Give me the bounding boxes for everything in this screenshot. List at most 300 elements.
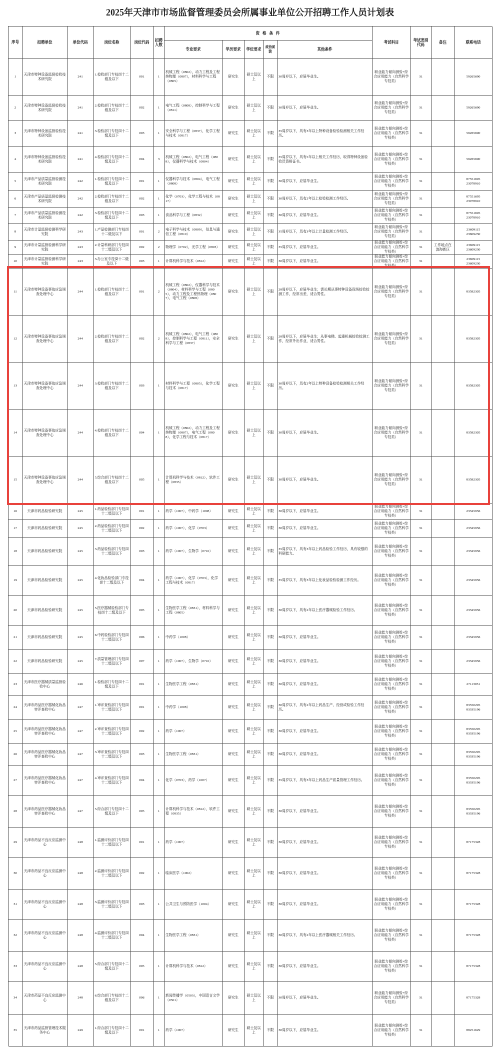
cell-other: 28周岁以下，应届毕业生；从事电梯、起重机械检验检测工作，经常外出作业，适合男性。	[278, 316, 373, 363]
cell-edu: 研究生	[223, 363, 245, 410]
cell-other: 30周岁以下，应届毕业生。	[278, 796, 373, 828]
cell-post: 3.检验部门专技岗十二级及以下	[94, 363, 131, 410]
cell-edu: 研究生	[223, 191, 245, 208]
cell-post-code: 001	[131, 269, 154, 316]
cell-major: 药学（1007），生物学（0710）	[165, 650, 223, 674]
cell-degree: 硕士及以上	[245, 596, 264, 626]
table-row	[9, 59, 493, 96]
cell-seq: 14	[9, 410, 23, 457]
cell-post-code: 004	[131, 920, 154, 952]
cell-edu: 研究生	[223, 121, 245, 147]
header-unit-code: 单位代码	[68, 27, 94, 59]
cell-edu: 研究生	[223, 920, 245, 952]
cell-phone: 83582305	[455, 363, 493, 410]
cell-unit: 天津市特种设备事故应急调查处理中心	[23, 457, 68, 504]
cell-major: 机械工程（0802），动力工程及工程热物理（0807），电气工程（0808），化学工程与技术（0817）	[165, 410, 223, 457]
cell-major: 电子科学与技术（0809），信息与通信工程（0810）	[165, 224, 223, 241]
cell-unit: 天津市药品检验研究院	[23, 538, 68, 566]
cell-post: 1.审评查验部门专技岗十二级及以下	[94, 696, 131, 720]
cell-major: 化学（0703），化学工程与技术（0817）	[165, 191, 223, 208]
cell-unit: 天津市药品监督管理技术服务中心	[23, 1015, 68, 1047]
cell-major: 机械工程（0802），电气工程（0808），仪器科学与技术（0804）	[165, 147, 223, 173]
cell-unit: 天津市药品检验研究院	[23, 566, 68, 596]
cell-post: 3.审评查验部门专技岗十二级及以下	[94, 744, 131, 766]
cell-degree: 硕士及以上	[245, 674, 264, 696]
cell-count: 2	[154, 241, 165, 255]
cell-post-code: 001	[131, 504, 154, 520]
cell-unit-code: 249	[68, 1015, 94, 1047]
cell-remark	[432, 316, 455, 363]
table-row	[9, 410, 493, 457]
cell-unit-code: 245	[68, 650, 94, 674]
cell-exam-code: 31	[411, 596, 432, 626]
cell-phone: 23345956	[455, 520, 493, 538]
cell-political: 不限	[264, 457, 278, 504]
cell-exam-code: 31	[411, 241, 432, 255]
header-post-code: 岗位代码	[131, 27, 154, 59]
cell-seq: 21	[9, 626, 23, 650]
cell-unit: 天津市药品医疗器械化妆品审评查验中心	[23, 696, 68, 720]
cell-seq: 28	[9, 796, 23, 828]
cell-post-code: 002	[131, 520, 154, 538]
cell-unit: 天津市产品质量监督检测技术研究院	[23, 173, 68, 191]
cell-post: 1.产品检测部门专技岗十二级及以下	[94, 224, 131, 241]
header-phone: 联系电话	[455, 27, 493, 59]
cell-exam-code: 31	[411, 208, 432, 224]
cell-unit-code: 244	[68, 410, 94, 457]
cell-edu: 研究生	[223, 796, 245, 828]
cell-count: 1	[154, 982, 165, 1015]
cell-count: 1	[154, 596, 165, 626]
cell-other: 30周岁以下，应届毕业生。	[278, 674, 373, 696]
cell-phone: 23345956	[455, 504, 493, 520]
cell-count: 1	[154, 828, 165, 858]
cell-exam: 职业能力倾向测验+综合应用能力（自然科学专技类）	[373, 766, 411, 796]
cell-unit-code: 246	[68, 674, 94, 696]
cell-post: 3.监测评价部门专技岗十二级及以下	[94, 890, 131, 920]
cell-edu: 研究生	[223, 952, 245, 982]
cell-remark	[432, 224, 455, 241]
cell-political: 不限	[264, 59, 278, 96]
cell-political: 不限	[264, 596, 278, 626]
cell-count: 1	[154, 520, 165, 538]
table-row	[9, 828, 493, 858]
cell-exam: 职业能力倾向测验+综合应用能力（自然科学专技类）	[373, 121, 411, 147]
cell-exam-code: 31	[411, 566, 432, 596]
cell-exam-code: 31	[411, 457, 432, 504]
cell-phone: 87551695 23078910	[455, 173, 493, 191]
cell-post: 5.综合部门专技岗十二级及以下	[94, 796, 131, 828]
cell-political: 不限	[264, 224, 278, 241]
cell-edu: 研究生	[223, 766, 245, 796]
table-row	[9, 241, 493, 255]
cell-degree: 硕士及以上	[245, 982, 264, 1015]
cell-seq: 34	[9, 982, 23, 1015]
cell-remark	[432, 982, 455, 1015]
cell-degree: 硕士及以上	[245, 255, 264, 269]
cell-major: 计算机科学与技术（0812）	[165, 255, 223, 269]
cell-political: 不限	[264, 920, 278, 952]
cell-seq: 32	[9, 920, 23, 952]
cell-exam-code: 31	[411, 696, 432, 720]
cell-unit: 天津市特种设备监督检验技术研究院	[23, 147, 68, 173]
cell-post-code: 003	[131, 208, 154, 224]
cell-post: 2.药品检验部门专技岗十二级及以下	[94, 520, 131, 538]
cell-exam-code: 31	[411, 650, 432, 674]
cell-degree: 硕士及以上	[245, 59, 264, 96]
cell-major: 安全科学与工程（0837），化学工程与技术（0817）	[165, 121, 223, 147]
cell-seq: 35	[9, 1015, 23, 1047]
cell-major: 机械工程（0802），电气工程（0808），控制科学与工程（0811），安全科学与工程（0837）	[165, 316, 223, 363]
cell-unit-code: 244	[68, 363, 94, 410]
cell-major: 机械工程（0802），动力工程及工程热物理（0807），材料科学与工程（0805）	[165, 59, 223, 96]
cell-remark	[432, 566, 455, 596]
cell-remark	[432, 191, 455, 208]
cell-other: 30周岁以下，应届毕业生。	[278, 504, 373, 520]
cell-remark	[432, 626, 455, 650]
cell-post: 1.检验部门专技岗十二级及以下	[94, 173, 131, 191]
cell-post-code: 005	[131, 952, 154, 982]
cell-unit: 天津市药品医疗器械化妆品审评查验中心	[23, 796, 68, 828]
cell-political: 不限	[264, 982, 278, 1015]
cell-degree: 硕士及以上	[245, 208, 264, 224]
cell-degree: 硕士及以上	[245, 696, 264, 720]
cell-unit: 天津市药品检验研究院	[23, 520, 68, 538]
cell-unit: 天津市药品不良反应监测中心	[23, 858, 68, 890]
cell-major: 计算机科学与技术（0812）	[165, 952, 223, 982]
cell-major: 药学（1007），生物学（0710）	[165, 538, 223, 566]
cell-post: 1.检验部门专技岗十二级及以下	[94, 674, 131, 696]
cell-exam: 职业能力倾向测验+综合应用能力（自然科学专技类）	[373, 920, 411, 952]
cell-post: 1.检验部门专技岗十二级及以下	[94, 59, 131, 96]
table-row	[9, 920, 493, 952]
cell-post-code: 001	[131, 674, 154, 696]
cell-exam-code: 31	[411, 363, 432, 410]
cell-political: 不限	[264, 890, 278, 920]
header-exam-code: 考试类别代码	[411, 27, 432, 59]
cell-post: 1.综合部门专技岗十二级及以下	[94, 1015, 131, 1047]
cell-unit-code: 244	[68, 316, 94, 363]
cell-major: 电气工程（0808），控制科学与工程（0811）	[165, 96, 223, 121]
cell-count: 1	[154, 720, 165, 744]
cell-other: 30周岁以下，应届毕业生。	[278, 744, 373, 766]
cell-unit-code: 247	[68, 720, 94, 744]
cell-post-code: 002	[131, 720, 154, 744]
cell-political: 不限	[264, 626, 278, 650]
cell-post: 2.审评查验部门专技岗十二级及以下	[94, 720, 131, 744]
cell-unit-code: 244	[68, 457, 94, 504]
cell-phone: 83582305	[455, 316, 493, 363]
cell-phone: 87175328	[455, 890, 493, 920]
cell-post: 2.检验部门专技岗十二级及以下	[94, 316, 131, 363]
cell-seq: 5	[9, 173, 23, 191]
table-row	[9, 191, 493, 208]
cell-degree: 硕士及以上	[245, 952, 264, 982]
cell-phone: 87175328	[455, 858, 493, 890]
cell-count: 1	[154, 566, 165, 596]
cell-post-code: 003	[131, 363, 154, 410]
cell-political: 不限	[264, 566, 278, 596]
cell-other: 30周岁以下，应届毕业生。	[278, 457, 373, 504]
cell-other: 35周岁以下，具有3年以上药品生产质量管理工作经历。	[278, 766, 373, 796]
cell-post-code: 003	[131, 538, 154, 566]
cell-seq: 23	[9, 674, 23, 696]
cell-post-code: 006	[131, 982, 154, 1015]
cell-phone: 59265690	[455, 59, 493, 96]
cell-phone: 83582305	[455, 269, 493, 316]
cell-unit-code: 242	[68, 191, 94, 208]
cell-seq: 31	[9, 890, 23, 920]
cell-degree: 硕士及以上	[245, 520, 264, 538]
cell-unit-code: 241	[68, 59, 94, 96]
cell-other: 35周岁以下，具有3年以上计量检测工作经历。	[278, 224, 373, 241]
cell-exam-code: 31	[411, 269, 432, 316]
cell-post: 5.医疗器械检验部门专技岗十二级及以下	[94, 596, 131, 626]
cell-unit: 天津市药品医疗器械化妆品审评查验中心	[23, 744, 68, 766]
cell-post-code: 004	[131, 766, 154, 796]
cell-post-code: 002	[131, 191, 154, 208]
cell-edu: 研究生	[223, 269, 245, 316]
cell-count: 1	[154, 744, 165, 766]
cell-edu: 研究生	[223, 316, 245, 363]
table-row	[9, 224, 493, 241]
cell-exam: 职业能力倾向测验+综合应用能力（自然科学专技类）	[373, 952, 411, 982]
cell-edu: 研究生	[223, 255, 245, 269]
cell-phone: 23345956	[455, 626, 493, 650]
cell-remark	[432, 674, 455, 696]
cell-edu: 研究生	[223, 982, 245, 1015]
cell-count: 1	[154, 1015, 165, 1047]
cell-remark	[432, 255, 455, 269]
cell-post-code: 007	[131, 650, 154, 674]
cell-remark	[432, 410, 455, 457]
cell-degree: 硕士及以上	[245, 121, 264, 147]
cell-unit-code: 247	[68, 744, 94, 766]
cell-political: 不限	[264, 828, 278, 858]
cell-political: 不限	[264, 173, 278, 191]
cell-count: 1	[154, 59, 165, 96]
cell-degree: 硕士及以上	[245, 720, 264, 744]
cell-phone: 59265690	[455, 147, 493, 173]
cell-exam: 职业能力倾向测验+综合应用能力（自然科学专技类）	[373, 538, 411, 566]
cell-exam: 职业能力倾向测验+综合应用能力（自然科学专技类）	[373, 191, 411, 208]
cell-other: 30周岁以下，应届毕业生。	[278, 982, 373, 1015]
cell-seq: 15	[9, 457, 23, 504]
cell-seq: 33	[9, 952, 23, 982]
table-row	[9, 696, 493, 720]
cell-count: 1	[154, 890, 165, 920]
cell-exam-code: 31	[411, 828, 432, 858]
cell-seq: 10	[9, 255, 23, 269]
cell-seq: 2	[9, 96, 23, 121]
cell-exam-code: 31	[411, 255, 432, 269]
cell-phone: 83582305	[455, 410, 493, 457]
cell-other: 30周岁以下，具有2年以上检验检测工作经历。	[278, 191, 373, 208]
cell-major: 生物医学工程（0831）	[165, 674, 223, 696]
cell-degree: 硕士及以上	[245, 147, 264, 173]
table-row	[9, 720, 493, 744]
table-row	[9, 566, 493, 596]
cell-remark	[432, 59, 455, 96]
cell-unit-code: 241	[68, 147, 94, 173]
cell-post-code: 001	[131, 696, 154, 720]
cell-post: 4.审评查验部门专技岗十二级及以下	[94, 766, 131, 796]
cell-political: 不限	[264, 255, 278, 269]
table-row	[9, 890, 493, 920]
cell-other: 30周岁以下，具有2年以上医疗器械检验工作经历。	[278, 596, 373, 626]
cell-exam-code: 31	[411, 858, 432, 890]
table-row	[9, 650, 493, 674]
cell-unit: 天津市药品不良反应监测中心	[23, 982, 68, 1015]
cell-political: 不限	[264, 952, 278, 982]
cell-remark	[432, 1015, 455, 1047]
cell-post-code: 004	[131, 566, 154, 596]
cell-other: 30周岁以下，应届毕业生。	[278, 173, 373, 191]
cell-major: 药学（1007），中药学（1008）	[165, 504, 223, 520]
cell-count: 1	[154, 650, 165, 674]
header-political: 政治面貌	[264, 41, 278, 59]
cell-seq: 30	[9, 858, 23, 890]
cell-seq: 25	[9, 720, 23, 744]
cell-phone: 83550295 83335196	[455, 720, 493, 744]
cell-edu: 研究生	[223, 720, 245, 744]
cell-seq: 27	[9, 766, 23, 796]
cell-unit-code: 248	[68, 982, 94, 1015]
cell-seq: 7	[9, 208, 23, 224]
cell-unit: 天津市计量监督检测科学研究院	[23, 241, 68, 255]
cell-edu: 研究生	[223, 828, 245, 858]
cell-seq: 6	[9, 191, 23, 208]
cell-edu: 研究生	[223, 410, 245, 457]
cell-exam-code: 31	[411, 766, 432, 796]
cell-exam: 职业能力倾向测验+综合应用能力（自然科学专技类）	[373, 504, 411, 520]
cell-seq: 13	[9, 363, 23, 410]
cell-post: 3.检验部门专技岗十二级及以下	[94, 208, 131, 224]
cell-edu: 研究生	[223, 566, 245, 596]
cell-degree: 硕士及以上	[245, 1015, 264, 1047]
cell-major: 生物医学工程（0831）	[165, 920, 223, 952]
cell-exam: 职业能力倾向测验+综合应用能力（自然科学专技类）	[373, 626, 411, 650]
cell-unit-code: 241	[68, 96, 94, 121]
table-row	[9, 1015, 493, 1047]
cell-exam-code: 31	[411, 224, 432, 241]
cell-political: 不限	[264, 96, 278, 121]
cell-unit: 天津市特种设备事故应急调查处理中心	[23, 269, 68, 316]
cell-seq: 22	[9, 650, 23, 674]
cell-other: 28周岁以下，应届毕业生；需长期从事特种设备现场检验检测工作，经常出差，适合男性。	[278, 269, 373, 316]
cell-major: 生物医学工程（0831）	[165, 744, 223, 766]
cell-other: 30周岁以下，应届毕业生。	[278, 520, 373, 538]
cell-exam: 职业能力倾向测验+综合应用能力（自然科学专技类）	[373, 1015, 411, 1047]
cell-unit: 天津市计量监督检测科学研究院	[23, 224, 68, 241]
cell-degree: 硕士及以上	[245, 920, 264, 952]
cell-phone: 83582305	[455, 457, 493, 504]
cell-degree: 硕士及以上	[245, 173, 264, 191]
cell-seq: 12	[9, 316, 23, 363]
cell-exam: 职业能力倾向测验+综合应用能力（自然科学专技类）	[373, 744, 411, 766]
cell-post-code: 005	[131, 457, 154, 504]
cell-post: 1.检验部门专技岗十二级及以下	[94, 269, 131, 316]
cell-phone: 23345956	[455, 566, 493, 596]
cell-other: 35周岁以下，具有3年以上特种设备检验检测相关工作经历。	[278, 121, 373, 147]
cell-unit-code: 245	[68, 538, 94, 566]
cell-exam: 职业能力倾向测验+综合应用能力（自然科学专技类）	[373, 858, 411, 890]
cell-count: 1	[154, 208, 165, 224]
cell-count: 1	[154, 920, 165, 952]
cell-seq: 4	[9, 147, 23, 173]
cell-post: 1.药品检验部门专技岗十二级及以下	[94, 504, 131, 520]
cell-post-code: 001	[131, 1015, 154, 1047]
cell-seq: 20	[9, 596, 23, 626]
cell-post: 1.监测评价部门专技岗十二级及以下	[94, 828, 131, 858]
cell-remark	[432, 208, 455, 224]
cell-seq: 16	[9, 504, 23, 520]
table-row	[9, 96, 493, 121]
cell-political: 不限	[264, 208, 278, 224]
header-remark: 备注	[432, 27, 455, 59]
cell-post: 5.综合部门专技岗十二级及以下	[94, 457, 131, 504]
cell-phone: 87175328	[455, 952, 493, 982]
cell-unit: 天津市特种设备事故应急调查处理中心	[23, 363, 68, 410]
cell-remark	[432, 920, 455, 952]
cell-exam: 职业能力倾向测验+综合应用能力（自然科学专技类）	[373, 720, 411, 744]
cell-exam: 职业能力倾向测验+综合应用能力（自然科学专技类）	[373, 596, 411, 626]
cell-exam-code: 31	[411, 147, 432, 173]
cell-political: 不限	[264, 696, 278, 720]
cell-remark	[432, 696, 455, 720]
cell-unit: 天津市特种设备监督检验技术研究院	[23, 96, 68, 121]
cell-exam: 职业能力倾向测验+综合应用能力（自然科学专技类）	[373, 96, 411, 121]
cell-major: 药学（1007）	[165, 828, 223, 858]
cell-major: 药学（1007），化学（0703）	[165, 520, 223, 538]
cell-degree: 硕士及以上	[245, 858, 264, 890]
cell-post: 2.监测评价部门专技岗十二级及以下	[94, 858, 131, 890]
cell-edu: 研究生	[223, 1015, 245, 1047]
cell-count: 1	[154, 173, 165, 191]
cell-edu: 研究生	[223, 674, 245, 696]
cell-exam-code: 31	[411, 1015, 432, 1047]
cell-major: 化学（0703），药学（1007）	[165, 766, 223, 796]
cell-exam: 职业能力倾向测验+综合应用能力（自然科学专技类）	[373, 796, 411, 828]
cell-exam: 职业能力倾向测验+综合应用能力（自然科学专技类）	[373, 59, 411, 96]
cell-post: 2.检验部门专技岗十二级及以下	[94, 96, 131, 121]
table-row	[9, 173, 493, 191]
cell-count: 1	[154, 766, 165, 796]
cell-count: 1	[154, 674, 165, 696]
cell-post: 6.中药检验部门专技岗十二级及以下	[94, 626, 131, 650]
cell-degree: 硕士及以上	[245, 766, 264, 796]
cell-political: 不限	[264, 147, 278, 173]
cell-major: 仪器科学与技术（0804），电气工程（0808）	[165, 173, 223, 191]
cell-seq: 9	[9, 241, 23, 255]
cell-edu: 研究生	[223, 744, 245, 766]
cell-degree: 硕士及以上	[245, 191, 264, 208]
cell-unit: 天津市医疗器械质量监督检验中心	[23, 674, 68, 696]
cell-degree: 硕士及以上	[245, 363, 264, 410]
header-post: 岗位名称	[94, 27, 131, 59]
cell-unit-code: 242	[68, 208, 94, 224]
cell-edu: 研究生	[223, 858, 245, 890]
cell-remark	[432, 504, 455, 520]
cell-post-code: 001	[131, 59, 154, 96]
cell-phone: 83550295 83335196	[455, 744, 493, 766]
cell-exam-code: 31	[411, 674, 432, 696]
cell-degree: 硕士及以上	[245, 96, 264, 121]
cell-post-code: 002	[131, 858, 154, 890]
table-row	[9, 982, 493, 1015]
cell-post-code: 001	[131, 173, 154, 191]
cell-phone: 83550295 83335196	[455, 696, 493, 720]
